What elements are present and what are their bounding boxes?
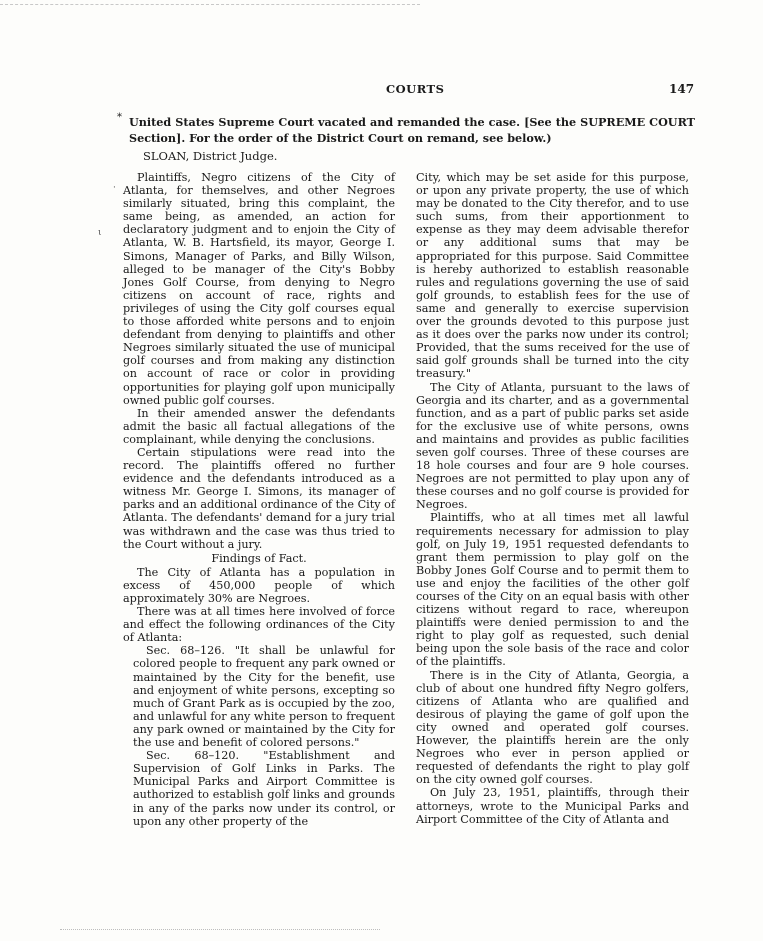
left-column bbox=[123, 171, 395, 828]
footnote-mark-icon: * bbox=[117, 112, 122, 123]
judge-line: SLOAN, District Judge. bbox=[143, 149, 278, 163]
ordinance-quote: Sec. 68–120. "Establishment and Supervision of Golf Links in Parks. The Municipal Parks and Airport Committee is authorized to establish golf links and grounds in any of the parks now under its control, or upon any other property of the bbox=[133, 749, 395, 828]
section-heading: Findings of Fact. bbox=[211, 551, 307, 565]
page-number: 147 bbox=[669, 82, 695, 96]
paragraph: On July 23, 1951, plaintiffs, through their attorneys, wrote to the Municipal Parks and Airport Committee of the City of Atlanta and bbox=[416, 786, 689, 826]
margin-mark: · bbox=[113, 183, 116, 193]
paragraph: The City of Atlanta has a population in excess of 450,000 people of which approximately 30% are Negroes. bbox=[123, 565, 395, 605]
margin-mark: ι bbox=[98, 228, 102, 238]
ordinance-quote: Sec. 68–126. "It shall be unlawful for colored people to frequent any park owned or maintained by the City for the benefit, use and enjoyment of white persons, excepting so much of Grant Park as is occupied by the zoo, and unlawful for any white person to frequent any park owned or maintained by the City for the use and benefit of colored persons." bbox=[133, 644, 395, 750]
scan-edge-dots bbox=[60, 929, 380, 930]
right-column bbox=[416, 171, 689, 826]
paragraph: Plaintiffs, Negro citizens of the City of Atlanta, for themselves, and other Negroes similarly situated, bring this complaint, the same being, as amended, an action for declaratory judgment and to enjoin the City of Atlanta, W. B. Hartsfield, its mayor, George I. Simons, Manager of Parks, and Billy Wilson, alleged to be manager of the City's Bobby Jones Golf Course, from denying to Negro citizens on account of race, rights and privileges of using the City golf courses equal to those afforded white persons and to enjoin defendant from denying to plaintiffs and other Negroes similarly situated the use of municipal golf courses and from making any distinction on account of race or color in providing opportunities for playing golf upon municipally owned public golf courses. bbox=[123, 171, 395, 407]
editorial-note: United States Supreme Court vacated and remanded the case. [See the SUPREME COURT Section]. For the order of the District Court on remand, see below.) bbox=[129, 115, 695, 145]
paragraph: The City of Atlanta, pursuant to the laws of Georgia and its charter, and as a governmental function, and as a part of public parks set aside for the exclusive use of white persons, owns and maintains and provides as public facilities seven golf courses. Three of these courses are 18 hole courses and four are 9 hole courses. Negroes are not permitted to play upon any of these courses and no golf course is provided for Negroes. bbox=[416, 380, 689, 512]
paragraph: Plaintiffs, who at all times met all lawful requirements necessary for admission to play golf, on July 19, 1951 requested defendants to grant them permission to play golf on the Bobby Jones Golf Course and to permit them to use and enjoy the facilities of the other golf courses of the City on an equal basis with other citizens without regard to race, whereupon plaintiffs were denied permission to and the right to play golf as requested, such denial being upon the sole basis of the race and color of the plaintiffs. bbox=[416, 511, 689, 669]
running-head: COURTS bbox=[386, 82, 445, 96]
paragraph: There is in the City of Atlanta, Georgia, a club of about one hundred fifty Negro golfers, citizens of Atlanta who are qualified and desirous of playing the game of golf upon the city owned and operated golf courses. However, the plaintiffs herein are the only Negroes who ever in person applied or requested of defendants the right to play golf on the city owned golf courses. bbox=[416, 668, 689, 787]
paragraph: City, which may be set aside for this purpose, or upon any private property, the use of which may be donated to the City therefor, and to use such sums, from their apportionment to expense as they may deem advisable therefor or any additional sums that may be appropriated for this purpose. Said Committee is hereby authorized to establish reasonable rules and regulations governing the use of said golf grounds, to establish fees for the use of same and generally to exercise supervision over the grounds devoted to this purpose just as it does over the parks now under its control; Provided, that the sums received for the use of said golf grounds shall be turned into the city treasury." bbox=[416, 171, 689, 381]
paragraph: Certain stipulations were read into the record. The plaintiffs offered no further evidence and the defendants introduced as a witness Mr. George I. Simons, its manager of parks and an additional ordinance of the City of Atlanta. The defendants' demand for a jury trial was withdrawn and the case was thus tried to the Court without a jury. bbox=[123, 445, 395, 551]
scan-edge-dots bbox=[0, 4, 420, 5]
paragraph: In their amended answer the defendants admit the basic all factual allegations of the complainant, while denying the conclusions. bbox=[123, 406, 395, 446]
paragraph: There was at all times here involved of force and effect the following ordinances of the City of Atlanta: bbox=[123, 605, 395, 645]
